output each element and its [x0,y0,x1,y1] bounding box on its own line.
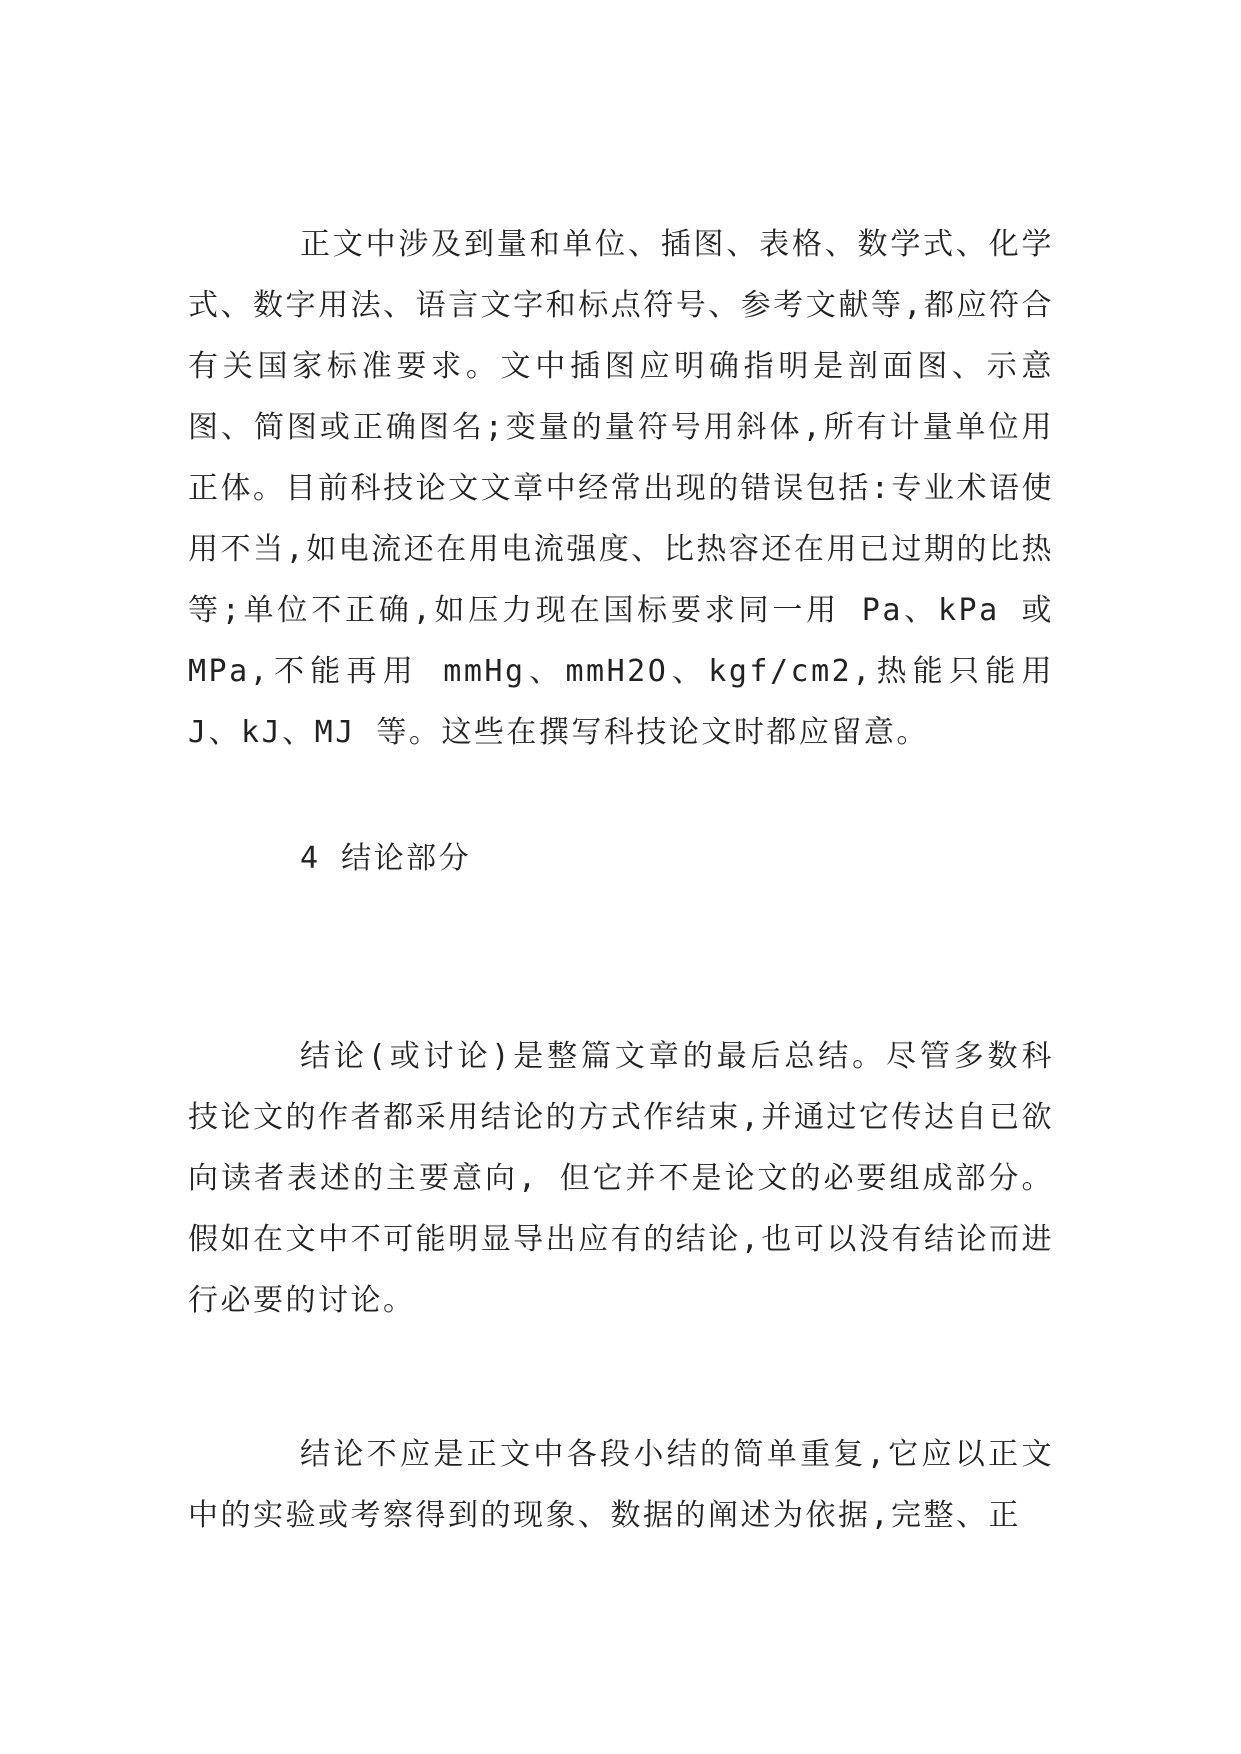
body-paragraph-conclusion-requirements: 结论不应是正文中各段小结的简单重复,它应以正文中的实验或考察得到的现象、数据的阐述为依据,完整、正 [188,1437,1054,1533]
body-paragraph-conclusion-purpose: 结论(或讨论)是整篇文章的最后总结。尽管多数科技论文的作者都采用结论的方式作结束,并通过它传达自已欲向读者表述的主要意向, 但它并不是论文的必要组成部分。假如在文中不可能明显导出应有的结论,也可以没有结论而进行必要的讨论。 [188,1039,1054,1318]
body-paragraph-units-and-errors: 正文中涉及到量和单位、插图、表格、数学式、化学式、数字用法、语言文字和标点符号、参考文献等,都应符合有关国家标准要求。文中插图应明确指明是剖面图、示意图、简图或正确图名;变量的量符号用斜体,所有计量单位用正体。目前科技论文文章中经常出现的错误包括:专业术语使用不当,如电流还在用电流强度、比热容还在用已过期的比热等;单位不正确,如压力现在国标要求同一用 Pa、kPa 或 MPa,不能再用 mmHg、mmH2O、kgf/cm2,热能只能用 J、kJ、MJ 等。这些在撰写科技论文时都应留意。 [188,227,1054,750]
section-heading-conclusion: 4 结论部分 [300,841,472,876]
